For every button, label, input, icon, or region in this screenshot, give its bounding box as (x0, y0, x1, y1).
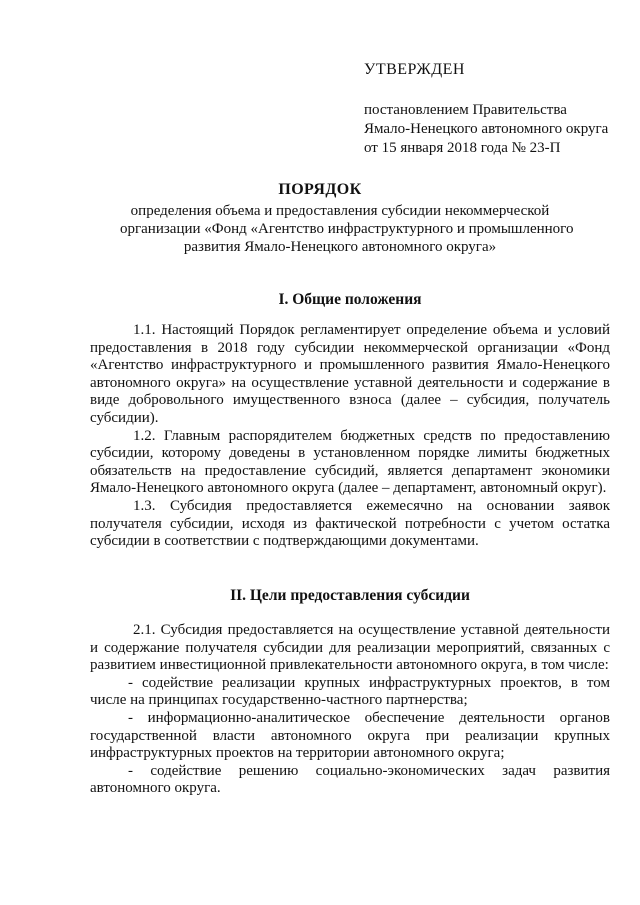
section-1-body (90, 322, 610, 551)
section-2-body (90, 622, 610, 798)
document-title: ПОРЯДОК (278, 181, 362, 198)
approval-line-3: от 15 января 2018 года № 23-П (364, 140, 561, 156)
subtitle-line-3: развития Ямало-Ненецкого автономного округа» (183, 239, 497, 255)
section-1-heading: I. Общие положения (278, 291, 422, 308)
subtitle-line-2: организации «Фонд «Агентство инфраструктурного и промышленного (120, 221, 574, 237)
approval-line-2: Ямало-Ненецкого автономного округа (364, 121, 609, 137)
section-2-heading: II. Цели предоставления субсидии (230, 587, 470, 604)
subtitle-line-1: определения объема и предоставления субсидии некоммерческой (130, 203, 550, 219)
approval-block (364, 60, 624, 158)
paragraph-1-2: 1.2. Главным распорядителем бюджетных средств по предоставлению субсидии, которому доведены в установленном порядке лимиты бюджетных обязательств на предоставление субсидий, является департамент экономики Ямало-Ненецкого автономного округа (далее – департамент, автономный округ). (90, 427, 610, 497)
approval-line-1: постановлением Правительства (364, 102, 567, 118)
list-item-3: - содействие решению социально-экономических задач развития автономного округа. (90, 762, 610, 797)
paragraph-2-1: 2.1. Субсидия предоставляется на осуществление уставной деятельности и содержание получателя субсидии для реализации мероприятий, связанных с развитием инвестиционной привлекательности автономного округа, в том числе: (90, 622, 610, 674)
approval-heading: УТВЕРЖДЕН (364, 61, 465, 78)
paragraph-1-3: 1.3. Субсидия предоставляется ежемесячно на основании заявок получателя субсидии, исходя из фактической потребности с учетом остатка субсидии в соответствии с подтверждающими документами. (90, 497, 610, 550)
document-subtitle (120, 202, 574, 256)
paragraph-1-1: 1.1. Настоящий Порядок регламентирует определение объема и условий предоставления в 2018 году субсидии некоммерческой организации «Фонд «Агентство инфраструктурного и промышленного развития Ямало-Ненецкого автономного округа» на осуществление уставной деятельности и содержание в виде добровольного имущественного взноса (далее – субсидия, получатель субсидии). (90, 322, 610, 426)
list-item-2: - информационно-аналитическое обеспечение деятельности органов государственной власти автономного округа при реализации крупных инфраструктурных проектов на территории автономного округа; (90, 709, 610, 762)
list-item-1: - содействие реализации крупных инфраструктурных проектов, в том числе на принципах государственно-частного партнерства; (90, 674, 610, 709)
